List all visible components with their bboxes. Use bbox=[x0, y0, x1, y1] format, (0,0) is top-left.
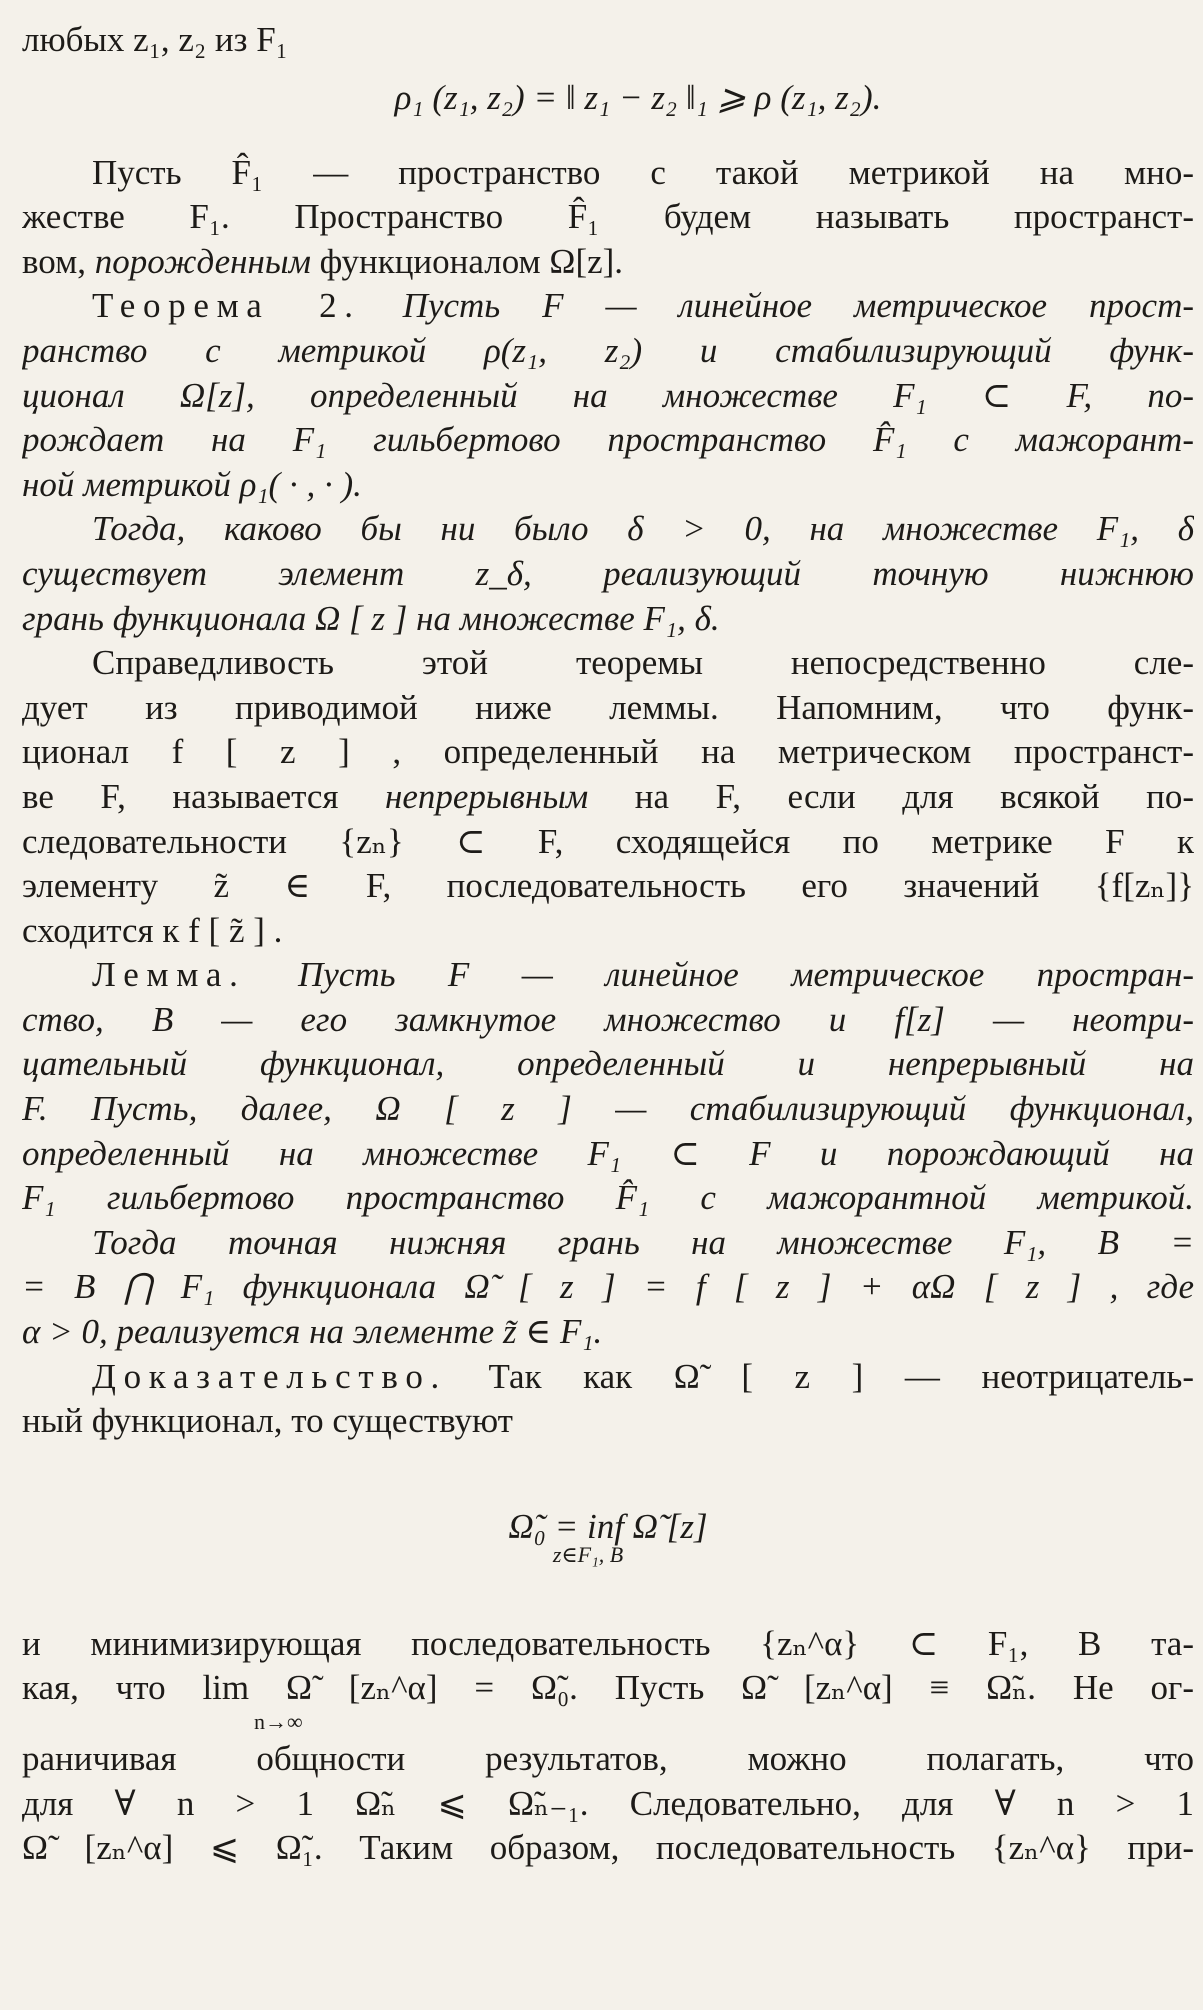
text-line: сходится к f [ z̃ ] . bbox=[22, 910, 283, 950]
lemma-line: цательный функционал, определенный и непрерывный на bbox=[22, 1044, 1194, 1084]
proof-heading-line bbox=[22, 1355, 1194, 1400]
formula-infimum bbox=[22, 1492, 1194, 1576]
lemma-heading-line bbox=[22, 953, 1194, 998]
formula-metric-inequality: ρ₁ (z₁, z₂) = ‖ z₁ − z₂ ‖₁ ⩾ ρ (z₁, z₂). bbox=[394, 77, 882, 117]
theorem-line: ционал Ω[z], определенный на множестве F₁ ⊂ F, по- bbox=[22, 375, 1194, 415]
formula-infimum-main: Ω̃₀ = inf Ω̃ [z] bbox=[508, 1506, 708, 1546]
text-line: жестве F₁. Пространство F̂₁ будем называть пространст- bbox=[22, 197, 1194, 237]
theorem-heading-line bbox=[22, 284, 1194, 329]
text-span: ве F, называется bbox=[22, 776, 385, 816]
limit-subscript: n→∞ bbox=[254, 1711, 303, 1734]
theorem-text: Пусть F — линейное метрическое прост- bbox=[360, 286, 1194, 326]
text-span: функционалом Ω[z]. bbox=[310, 241, 624, 281]
theorem-line: ранство с метрикой ρ(z₁, z₂) и стабилизирующий функ- bbox=[22, 330, 1194, 370]
text-line: Справедливость этой теоремы непосредственно сле- bbox=[92, 643, 1194, 683]
text-line: ционал f [ z ] , определенный на метрическом пространст- bbox=[22, 732, 1194, 772]
text-line: Пусть F̂₁ — пространство с такой метрикой на мно- bbox=[92, 152, 1194, 192]
lemma-line: определенный на множестве F₁ ⊂ F и порождающий на bbox=[22, 1133, 1194, 1173]
theorem-line: грань функционала Ω [ z ] на множестве F₁, δ. bbox=[22, 598, 720, 638]
theorem-line: Тогда, каково бы ни было δ > 0, на множестве F₁, δ bbox=[92, 509, 1194, 549]
text-line: любых z₁, z₂ из F₁ bbox=[22, 20, 288, 59]
theorem-line: рождает на F₁ гильбертово пространство F̂₁ с мажорант- bbox=[22, 420, 1194, 460]
text-line bbox=[22, 240, 1194, 285]
lemma-line: α > 0, реализуется на элементе z̃ ∈ F₁. bbox=[22, 1312, 603, 1352]
text-line: раничивая общности результатов, можно полагать, что bbox=[22, 1739, 1194, 1778]
theorem-line: ной метрикой ρ₁( · , · ). bbox=[22, 464, 362, 504]
text-span: на F, если для всякой по- bbox=[588, 776, 1194, 816]
formula-infimum-subscript: z∈F₁, B bbox=[552, 1541, 624, 1567]
emphasis-term: непрерывным bbox=[385, 776, 589, 816]
proof-text: Так как Ω̃ [ z ] — неотрицатель- bbox=[446, 1356, 1194, 1396]
lemma-line: = B ⋂ F₁ функционала Ω̃ [ z ] = f [ z ] + αΩ [ z ] , где bbox=[22, 1267, 1194, 1307]
text-line: элементу z̃ ∈ F, последовательность его значений {f[zₙ]} bbox=[22, 866, 1194, 906]
text-line: следовательности {zₙ} ⊂ F, сходящейся по метрике F к bbox=[22, 821, 1194, 861]
lemma-line: Тогда точная нижняя грань на множестве F₁, B = bbox=[92, 1222, 1194, 1262]
lemma-label: Лемма. bbox=[92, 955, 246, 995]
lemma-line: ство, B — его замкнутое множество и f[z] — неотри- bbox=[22, 999, 1194, 1039]
text-span: вом, bbox=[22, 241, 95, 281]
text-line: и минимизирующая последовательность {zₙ^α} ⊂ F₁, B та- bbox=[22, 1623, 1194, 1663]
emphasis-term: порожденным bbox=[94, 241, 311, 281]
text-line: ный функционал, то существуют bbox=[22, 1401, 513, 1441]
text-line: для ∀ n > 1 Ω̃ₙ ⩽ Ω̃ₙ₋₁. Следовательно, для ∀ n > 1 bbox=[22, 1783, 1194, 1823]
text-line: кая, что lim Ω̃ [zₙ^α] = Ω̃₀. Пусть Ω̃ [zₙ^α] ≡ Ω̃ₙ. Не ог- bbox=[22, 1668, 1194, 1708]
lemma-line: F₁ гильбертово пространство F̂₁ с мажорантной метрикой. bbox=[22, 1178, 1194, 1218]
lemma-line: F. Пусть, далее, Ω [ z ] — стабилизирующий функционал, bbox=[22, 1089, 1194, 1129]
proof-label: Доказательство. bbox=[92, 1356, 447, 1396]
theorem-line: существует элемент z_δ, реализующий точную нижнюю bbox=[22, 553, 1194, 593]
text-line: Ω̃ [zₙ^α] ⩽ Ω̃₁. Таким образом, последовательность {zₙ^α} при- bbox=[22, 1828, 1194, 1868]
lemma-text: Пусть F — линейное метрическое простран- bbox=[245, 955, 1194, 995]
text-line: дует из приводимой ниже леммы. Напомним, что функ- bbox=[22, 687, 1194, 727]
theorem-label: Теорема 2. bbox=[92, 286, 361, 326]
book-page bbox=[22, 18, 1194, 1871]
text-line bbox=[22, 775, 1194, 820]
